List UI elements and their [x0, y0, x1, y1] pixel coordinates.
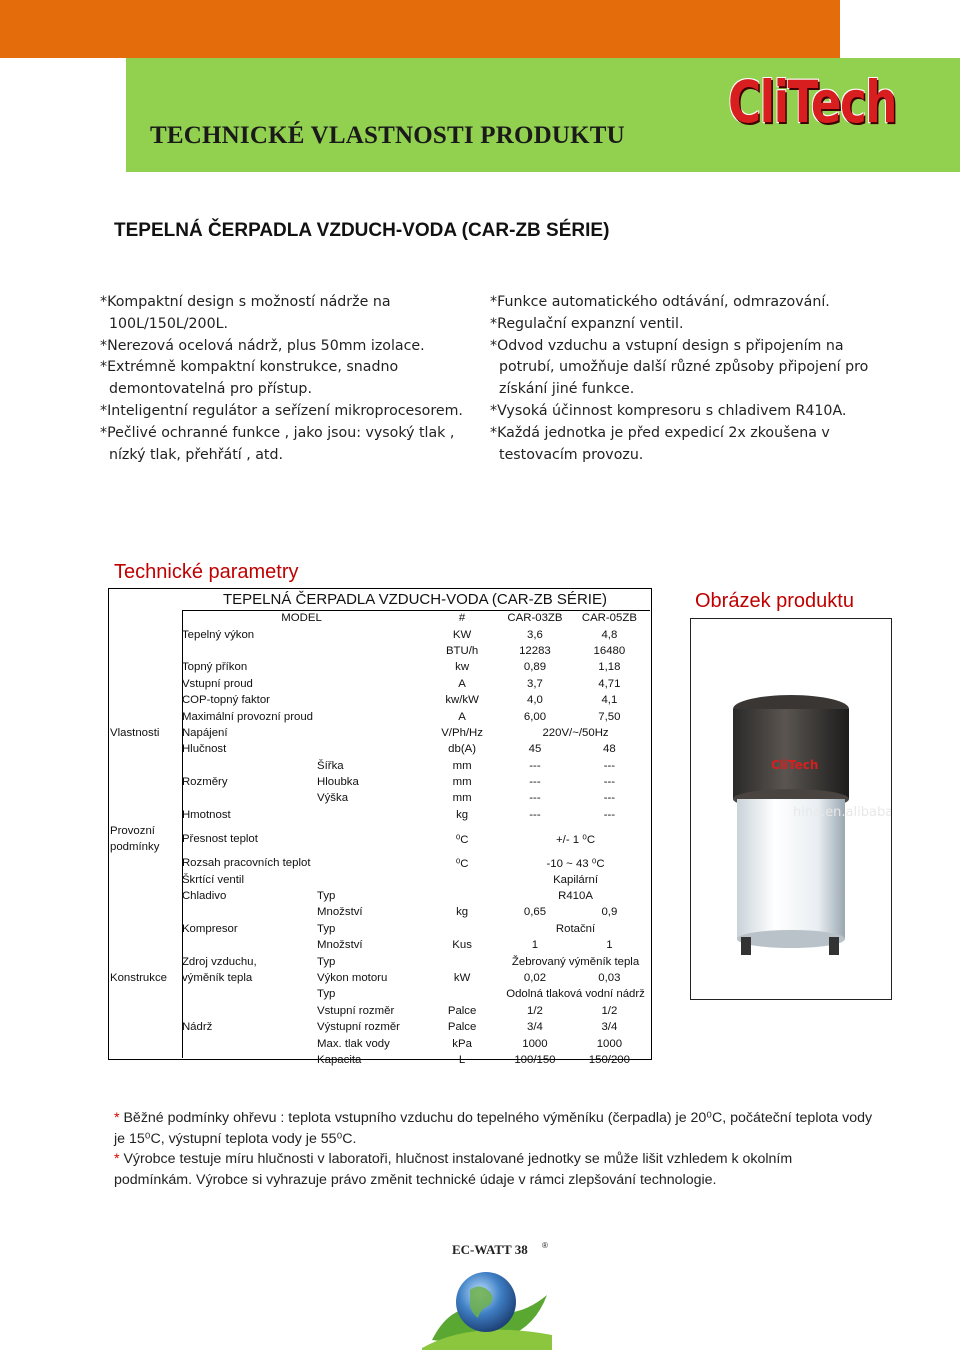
table-row [108, 937, 650, 953]
group-cell: Vlastnosti [110, 726, 160, 739]
param-unit: kw [455, 661, 470, 674]
param-name: Hlučnost [181, 743, 227, 756]
spec-table [108, 588, 650, 1068]
param-value: 16480 [593, 644, 626, 657]
param-sub: Typ [317, 988, 336, 1001]
table-row [108, 953, 650, 969]
group-cell [108, 610, 180, 626]
param-value: 150/200 [588, 1053, 630, 1066]
param-sub: Výkon motoru [317, 972, 388, 984]
param-value: 4,0 [527, 694, 543, 707]
group-cell [108, 986, 180, 1002]
param-sub: Vstupní rozměr [317, 1004, 395, 1017]
feature-item: *Odvod vzduchu a vstupní design s připojením na potrubí, umožňuje další různé způsoby připojení pro získání jiné funkce. [490, 337, 869, 398]
table-row [108, 1019, 650, 1035]
param-sub: Max. tlak vody [317, 1037, 390, 1050]
product-series-title: TEPELNÁ ČERPADLA VZDUCH-VODA (CAR-ZB SÉRIE) [114, 220, 610, 241]
table-row [108, 986, 650, 1002]
param-sub [315, 643, 423, 659]
param-value: 100/150 [514, 1053, 556, 1066]
param-value: 0,02 [523, 972, 547, 984]
param-unit [423, 953, 501, 969]
param-name: Rozsah pracovních teplot [181, 857, 311, 870]
table-row [108, 758, 650, 774]
param-value: 3,6 [527, 628, 543, 641]
param-unit: Palce [447, 1021, 477, 1034]
group-cell [108, 1003, 180, 1019]
feature-item: *Extrémně kompaktní konstrukce, snadno demontovatelná pro přístup. [100, 359, 399, 398]
param-value: 3/4 [601, 1021, 618, 1034]
param-sub [315, 823, 423, 855]
param-value: --- [603, 808, 616, 821]
table-row [108, 626, 650, 642]
param-unit: kPa [452, 1037, 472, 1050]
param-sub: Výstupní rozměr [317, 1021, 400, 1034]
param-unit: db(A) [448, 743, 477, 756]
param-name [180, 643, 315, 659]
heat-pump-image [691, 619, 891, 999]
param-value: 1/2 [527, 1004, 543, 1017]
param-value: 220V/~/50Hz [542, 726, 609, 739]
param-name: Chladivo [181, 890, 227, 903]
param-sub: Množství [317, 906, 363, 919]
param-unit [423, 888, 501, 904]
param-sub: Typ [317, 955, 336, 968]
param-sub [315, 725, 423, 741]
column-header: CAR-05ZB [581, 612, 637, 625]
group-cell: Konstrukce [110, 972, 167, 984]
param-value: --- [603, 776, 616, 789]
param-name: Kompresor [181, 922, 238, 935]
table-row [108, 921, 650, 937]
note-heating-conditions: Běžné podmínky ohřevu : teplota vstupního vzduchu do tepelného výměníku (čerpadla) je 20⁰C, počáteční teplota vody je 15⁰C, výstupní teplota vody je 55⁰C. [114, 1110, 873, 1147]
param-value: 1 [606, 939, 613, 952]
param-name [180, 790, 315, 806]
table-row [108, 790, 650, 806]
feature-item: *Kompaktní design s možností nádrže na 100L/150L/200L. [100, 294, 391, 332]
param-unit: ⁰C [455, 858, 469, 871]
header-orange-bar [0, 0, 840, 58]
param-name: Nádrž [181, 1021, 213, 1034]
param-value: 1,18 [598, 661, 621, 674]
param-value: Rotační [555, 922, 596, 935]
param-unit: kg [456, 808, 469, 821]
param-sub [315, 692, 423, 708]
table-row [108, 643, 650, 659]
param-value: --- [529, 759, 541, 772]
registered-mark: ® [542, 1241, 548, 1250]
ecowatt-globe-icon [412, 1240, 562, 1350]
param-sub [315, 855, 423, 871]
page-title: TECHNICKÉ VLASTNOSTI PRODUKTU [150, 122, 625, 149]
table-row [108, 888, 650, 904]
table-row [108, 1003, 650, 1019]
param-name: Topný příkon [181, 661, 248, 674]
feature-item: *Funkce automatického odtávání, odmrazování. [490, 294, 830, 310]
param-sub: Šířka [317, 759, 344, 772]
param-value: Odolná tlaková vodní nádrž [506, 988, 645, 1001]
param-unit: kw/kW [445, 694, 479, 707]
param-sub [315, 708, 423, 724]
param-sub [315, 659, 423, 675]
param-value: 4,71 [598, 677, 621, 690]
group-cell [108, 855, 180, 871]
table-row [108, 970, 650, 986]
table-row [108, 741, 650, 757]
table-row [108, 807, 650, 823]
param-value: 1 [531, 939, 539, 952]
param-name [180, 758, 315, 774]
table-row [108, 904, 650, 920]
feature-item: *Pečlivé ochranné funkce , jako jsou: vysoký tlak , nízký tlak, přehřátí , atd. [100, 424, 455, 463]
param-name: Vstupní proud [181, 677, 253, 690]
param-name: COP-topný faktor [181, 694, 270, 707]
group-cell [108, 676, 180, 692]
param-unit: A [458, 677, 466, 690]
footnotes [114, 1108, 874, 1190]
group-cell [108, 774, 180, 790]
table-row [108, 1035, 650, 1051]
param-name: Rozměry [181, 776, 228, 789]
param-value: 3/4 [527, 1021, 543, 1034]
param-unit [423, 921, 501, 937]
ecowatt-logo [412, 1240, 562, 1350]
table-row [108, 676, 650, 692]
param-name: výměník tepla [181, 972, 253, 984]
param-name [180, 937, 315, 953]
param-value: 1000 [596, 1037, 623, 1050]
group-cell [108, 626, 180, 642]
param-value: Žebrovaný výměník tepla [511, 955, 640, 968]
param-sub: Výška [317, 792, 349, 805]
param-unit: KW [452, 628, 472, 641]
param-value: --- [529, 808, 541, 821]
param-name [180, 986, 315, 1002]
param-value: 45 [528, 743, 542, 756]
feature-item: *Vysoká účinnost kompresoru s chladivem R410A. [490, 402, 847, 419]
param-name [180, 1003, 315, 1019]
param-name: Škrtící ventil [181, 873, 244, 886]
watermark-text: hina.en.alibaba [793, 805, 891, 820]
param-name: Maximální provozní proud [181, 710, 314, 723]
table-header-row [108, 610, 650, 626]
table-row [108, 823, 650, 855]
param-sub: Typ [317, 890, 336, 903]
feature-item: *Nerezová ocelová nádrž, plus 50mm izolace. [100, 337, 425, 354]
param-unit: mm [452, 792, 472, 805]
feature-item: *Regulační expanzní ventil. [490, 315, 684, 332]
feature-item: *Každá jednotka je před expedicí 2x zkoušena v testovacím provozu. [490, 424, 830, 463]
param-value: 3,7 [527, 677, 543, 690]
param-name: Hmotnost [181, 808, 231, 821]
table-row [108, 659, 650, 675]
param-sub: Kapacita [317, 1053, 362, 1066]
note-star: * [114, 1110, 120, 1126]
param-name: Tepelný výkon [181, 628, 255, 641]
param-name: Přesnost teplot [181, 833, 258, 846]
unit-brand: CliTech [771, 758, 819, 772]
param-unit [423, 986, 501, 1002]
group-cell [108, 643, 180, 659]
group-cell [108, 1052, 180, 1068]
group-cell [108, 888, 180, 904]
param-name [180, 1035, 315, 1051]
group-cell [108, 904, 180, 920]
clitech-logo [720, 62, 930, 157]
param-sub: Typ [317, 922, 336, 935]
param-value: Kapilární [553, 873, 599, 886]
param-unit: ⁰C [455, 834, 469, 847]
table-row [108, 774, 650, 790]
param-value: 48 [603, 743, 616, 756]
group-cell: Provozní podmínky [110, 825, 160, 854]
header-divider [122, 58, 126, 172]
table-row [108, 708, 650, 724]
group-cell [108, 708, 180, 724]
group-cell [108, 1019, 180, 1035]
group-cell [108, 937, 180, 953]
param-value: 1/2 [601, 1004, 618, 1017]
table-row [108, 1052, 650, 1068]
param-value: 0,89 [523, 661, 547, 674]
group-cell [108, 871, 180, 887]
param-unit: L [458, 1053, 466, 1066]
group-cell [108, 1035, 180, 1051]
column-header: # [458, 612, 466, 625]
param-value: 0,65 [523, 906, 547, 919]
group-cell [108, 921, 180, 937]
param-name [180, 904, 315, 920]
param-value: +/- 1 ⁰C [556, 834, 596, 847]
group-cell [108, 807, 180, 823]
table-row [108, 871, 650, 887]
note-noise: Výrobce testuje míru hlučnosti v laboratoři, hlučnost instalované jednotky se může lišit vzhledem k okolním podmínkám. Výrobce si vyhrazuje právo změnit technické údaje v rámci zlepšování technologie. [114, 1151, 793, 1188]
spec-table-body [108, 610, 650, 1068]
param-value: --- [603, 759, 616, 772]
param-value: 0,9 [601, 906, 618, 919]
param-value: 6,00 [523, 710, 547, 723]
param-value: 12283 [519, 644, 551, 657]
param-value: --- [529, 792, 541, 805]
group-cell [108, 758, 180, 774]
column-header: MODEL [281, 612, 322, 625]
features-left-list [100, 292, 480, 466]
param-unit: mm [452, 759, 472, 772]
param-value: 4,1 [601, 694, 618, 707]
param-value: --- [603, 792, 616, 805]
group-cell [108, 659, 180, 675]
group-cell [108, 692, 180, 708]
param-sub [315, 741, 423, 757]
param-value: --- [529, 776, 541, 789]
param-unit: kg [456, 906, 469, 919]
group-cell [108, 953, 180, 969]
param-value: 1000 [522, 1037, 548, 1050]
product-image-heading: Obrázek produktu [695, 590, 854, 612]
param-name [180, 1052, 315, 1068]
features-right-list [490, 292, 890, 466]
column-header: CAR-03ZB [507, 612, 563, 625]
param-unit: A [458, 710, 466, 723]
param-value: 7,50 [598, 710, 621, 723]
param-sub [315, 807, 423, 823]
table-row [108, 855, 650, 871]
spec-table-title: TEPELNÁ ČERPADLA VZDUCH-VODA (CAR-ZB SÉRIE) [222, 590, 607, 608]
param-unit: mm [452, 776, 472, 789]
param-name: Zdroj vzduchu, [181, 955, 257, 968]
technical-params-heading: Technické parametry [114, 561, 299, 583]
feature-item: *Inteligentní regulátor a seřízení mikroprocesorem. [100, 402, 463, 419]
group-cell [108, 741, 180, 757]
param-sub [315, 626, 423, 642]
param-unit: BTU/h [445, 644, 479, 657]
param-unit: V/Ph/Hz [441, 726, 483, 739]
param-name: Napájení [181, 726, 228, 739]
param-unit: kW [453, 972, 471, 984]
group-cell [108, 790, 180, 806]
param-sub [315, 871, 423, 887]
table-row [108, 692, 650, 708]
param-unit: Palce [447, 1004, 477, 1017]
param-sub: Hloubka [317, 776, 359, 789]
product-image-frame [690, 618, 892, 1000]
ecowatt-text: EC-WATT 38 [452, 1242, 528, 1257]
param-sub: Množství [317, 939, 363, 952]
note-star: * [114, 1151, 120, 1168]
table-row [108, 725, 650, 741]
param-value: -10 ~ 43 ⁰C [546, 858, 605, 871]
param-unit: Kus [452, 939, 472, 952]
param-value: 0,03 [598, 972, 621, 984]
logo-text: CliTech [728, 68, 896, 136]
param-sub [315, 676, 423, 692]
param-value: R410A [558, 890, 593, 903]
param-unit [423, 871, 501, 887]
param-value: 4,8 [601, 628, 618, 641]
